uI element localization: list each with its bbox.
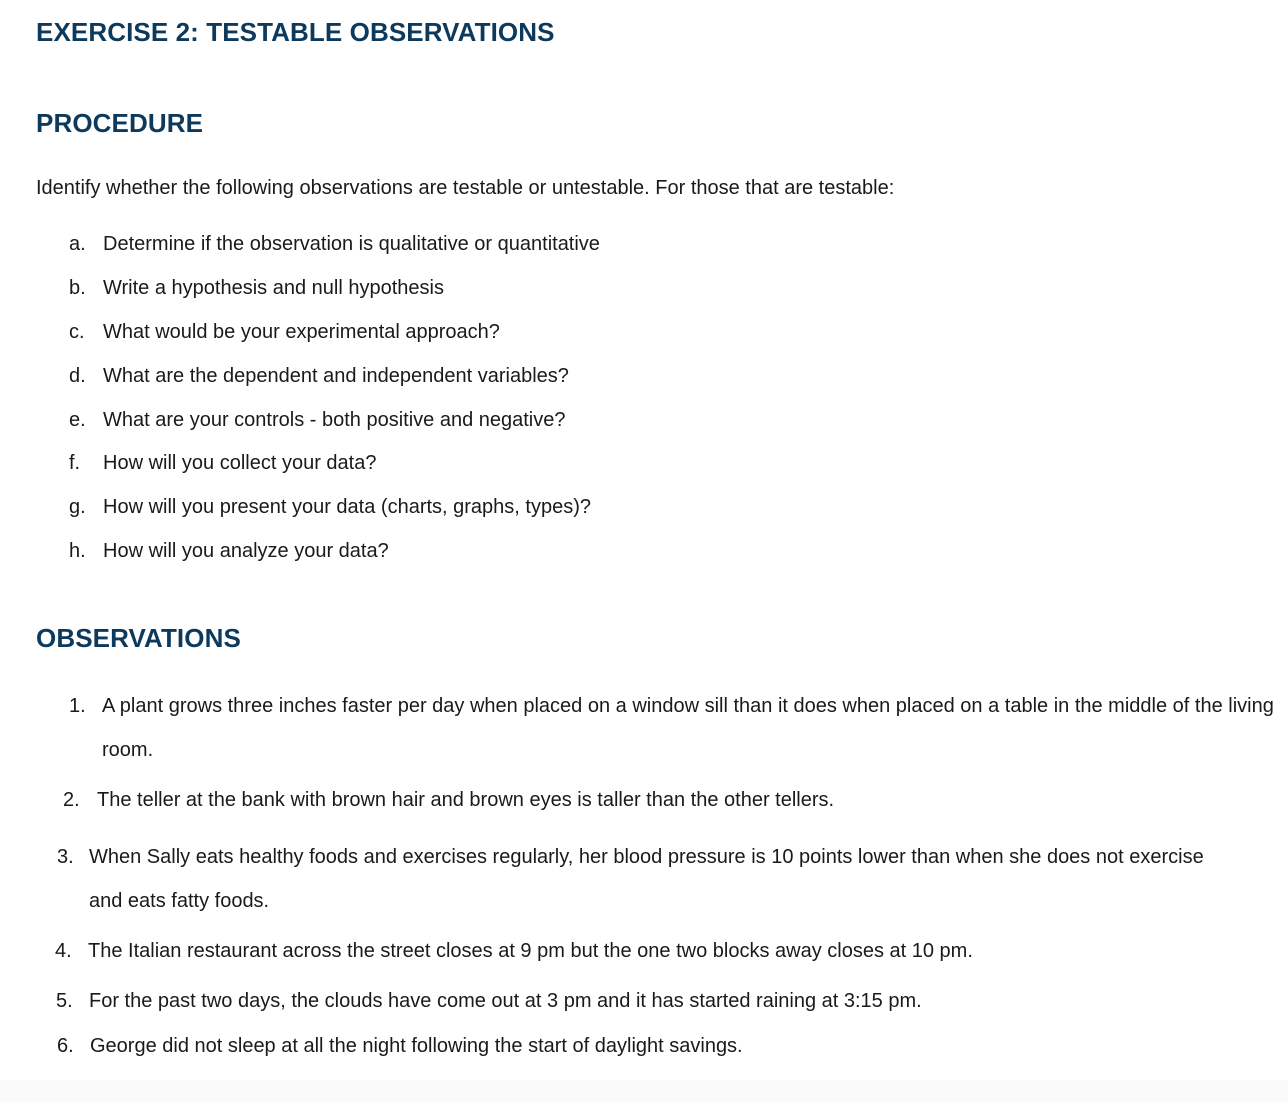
observation-text: A plant grows three inches faster per day when placed on a window sill than it does when placed on a table in the middle of the living room.	[102, 695, 1274, 761]
procedure-intro: Identify whether the following observations are testable or untestable. For those that are testable:	[36, 177, 895, 199]
list-marker: g.	[69, 496, 86, 518]
observation-text: For the past two days, the clouds have come out at 3 pm and it has started raining at 3:15 pm.	[89, 990, 922, 1012]
procedure-step-text: How will you present your data (charts, graphs, types)?	[103, 496, 591, 518]
observation-text: When Sally eats healthy foods and exercises regularly, her blood pressure is 10 points lower than when she does not exercise and eats fatty foods.	[89, 846, 1204, 912]
list-marker: a.	[69, 233, 86, 255]
procedure-heading: PROCEDURE	[36, 108, 204, 138]
procedure-step-text: What are your controls - both positive and negative?	[103, 409, 566, 431]
list-marker: e.	[69, 409, 86, 431]
procedure-step-text: How will you collect your data?	[103, 452, 377, 474]
list-marker: f.	[69, 452, 81, 474]
procedure-step-text: What would be your experimental approach?	[103, 321, 500, 343]
procedure-step-text: What are the dependent and independent variables?	[103, 365, 569, 387]
list-marker: 4.	[55, 940, 72, 962]
observation-text: The teller at the bank with brown hair and brown eyes is taller than the other tellers.	[97, 789, 835, 811]
observations-heading: OBSERVATIONS	[36, 623, 241, 653]
procedure-step-text: Write a hypothesis and null hypothesis	[103, 277, 444, 299]
observation-text: George did not sleep at all the night following the start of daylight savings.	[90, 1035, 743, 1057]
list-marker: 6.	[57, 1035, 74, 1057]
list-marker: 2.	[63, 789, 80, 811]
list-marker: c.	[69, 321, 85, 343]
list-marker: h.	[69, 540, 86, 562]
list-marker: b.	[69, 277, 86, 299]
page-title: EXERCISE 2: TESTABLE OBSERVATIONS	[36, 17, 555, 47]
procedure-step-text: How will you analyze your data?	[103, 540, 389, 562]
list-marker: 3.	[57, 846, 74, 868]
list-marker: 1.	[69, 695, 86, 717]
list-marker: d.	[69, 365, 86, 387]
procedure-step-text: Determine if the observation is qualitative or quantitative	[103, 233, 600, 255]
observation-text: The Italian restaurant across the street closes at 9 pm but the one two blocks away closes at 10 pm.	[88, 940, 973, 962]
list-marker: 5.	[56, 990, 73, 1012]
page-bottom-edge	[0, 1080, 1288, 1102]
